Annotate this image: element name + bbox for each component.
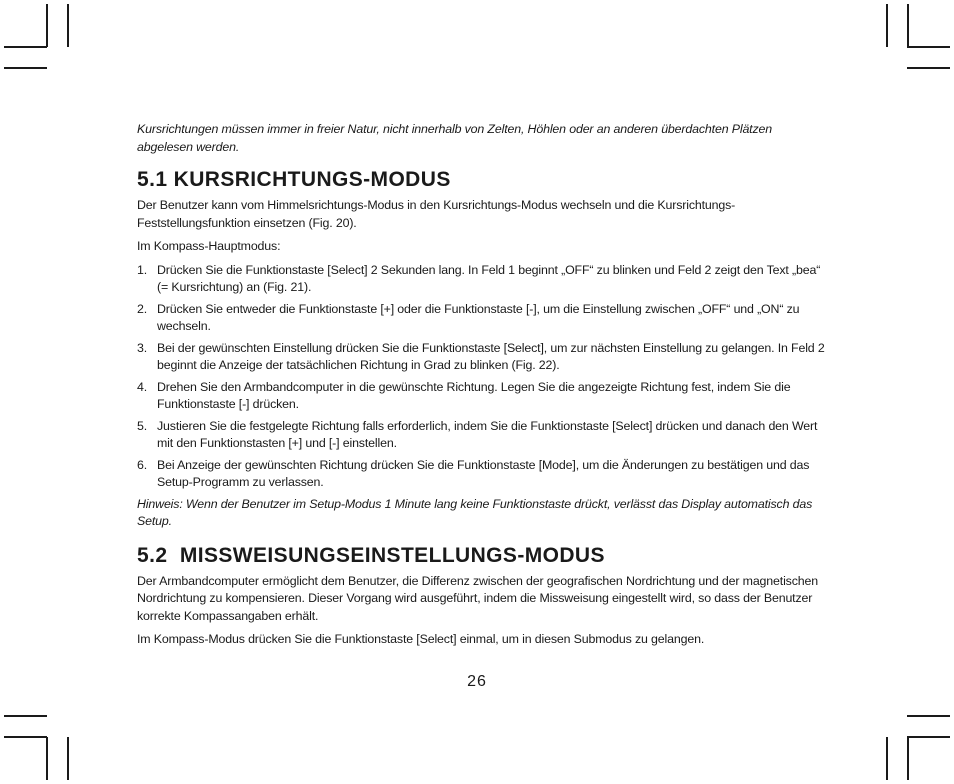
crop-mark [886, 737, 888, 780]
list-item-number: 6. [137, 457, 148, 472]
list-item [137, 301, 831, 336]
crop-mark [46, 4, 48, 47]
crop-mark [67, 737, 69, 780]
list-item [137, 418, 831, 453]
list-item [137, 262, 831, 297]
crop-mark [907, 736, 950, 738]
list-item-text: Justieren Sie die festgelegte Richtung falls erforderlich, indem Sie die Funktionstaste [Select] drücken und danach den Wert mit den Funktionstasten [+] und [-] einstellen. [157, 418, 818, 450]
list-item [137, 379, 831, 414]
steps-list [137, 262, 831, 492]
crop-mark [4, 46, 47, 48]
section-heading-kursrichtung: 5.1 KURSRICHTUNGS-MODUS [137, 168, 451, 191]
crop-mark [67, 4, 69, 47]
crop-mark [907, 715, 950, 717]
list-item-number: 2. [137, 301, 148, 316]
section1-paragraph: Der Benutzer kann vom Himmelsrichtungs-Modus in den Kursrichtungs-Modus wechseln und die Kursrichtungs-Feststellungsfunktion einsetzen (Fig. 20). [137, 198, 736, 230]
crop-mark [907, 737, 909, 780]
list-item-number: 4. [137, 379, 148, 394]
page-number: 26 [467, 673, 487, 690]
list-item [137, 457, 831, 492]
crop-mark [4, 715, 47, 717]
list-item [137, 340, 831, 375]
crop-mark [4, 67, 47, 69]
crop-mark [907, 46, 950, 48]
section2-instruction: Im Kompass-Modus drücken Sie die Funktionstaste [Select] einmal, um in diesen Submodus zu gelangen. [137, 632, 705, 646]
crop-mark [907, 67, 950, 69]
list-item-number: 5. [137, 418, 148, 433]
crop-mark [886, 4, 888, 47]
hint-note: Hinweis: Wenn der Benutzer im Setup-Modus 1 Minute lang keine Funktionstaste drückt, verlässt das Display automatisch das Setup. [137, 496, 813, 528]
list-item-text: Drehen Sie den Armbandcomputer in die gewünschte Richtung. Legen Sie die angezeigte Richtung fest, indem Sie die Funktionstaste [-] drücken. [157, 379, 791, 411]
intro-note: Kursrichtungen müssen immer in freier Natur, nicht innerhalb von Zelten, Höhlen oder an anderen überdachten Plätzen abgelesen werden. [137, 122, 773, 154]
section-heading-missweisung: 5.2 MISSWEISUNGSEINSTELLUNGS-MODUS [137, 543, 605, 567]
list-item-number: 1. [137, 262, 148, 277]
page-content [137, 121, 831, 649]
list-item-number: 3. [137, 340, 148, 355]
crop-mark [46, 737, 48, 780]
crop-mark [907, 4, 909, 47]
list-item-text: Drücken Sie entweder die Funktionstaste [+] oder die Funktionstaste [-], um die Einstellung zwischen „OFF“ und „ON“ zu wechseln. [157, 301, 800, 333]
list-item-text: Drücken Sie die Funktionstaste [Select] 2 Sekunden lang. In Feld 1 beginnt „OFF“ zu blinken und Feld 2 zeigt den Text „bea“ (= Kursrichtung) an (Fig. 21). [157, 262, 821, 294]
crop-mark [4, 736, 47, 738]
mode-line: Im Kompass-Hauptmodus: [137, 239, 281, 253]
section2-paragraph: Der Armbandcomputer ermöglicht dem Benutzer, die Differenz zwischen der geografischen Nordrichtung und der magnetischen Nordrichtung zu kompensieren. Dieser Vorgang wird ausgeführt, indem die Missweisung eingestellt wird, so dass der Benutzer korrekte Kompassangaben erhält. [137, 573, 818, 623]
list-item-text: Bei der gewünschten Einstellung drücken Sie die Funktionstaste [Select], um zur nächsten Einstellung zu gelangen. In Feld 2 beginnt die Anzeige der tatsächlichen Richtung in Grad zu blinken (Fig. 22). [157, 340, 825, 372]
list-item-text: Bei Anzeige der gewünschten Richtung drücken Sie die Funktionstaste [Mode], um die Änderungen zu bestätigen und das Setup-Programm zu verlassen. [157, 457, 810, 489]
